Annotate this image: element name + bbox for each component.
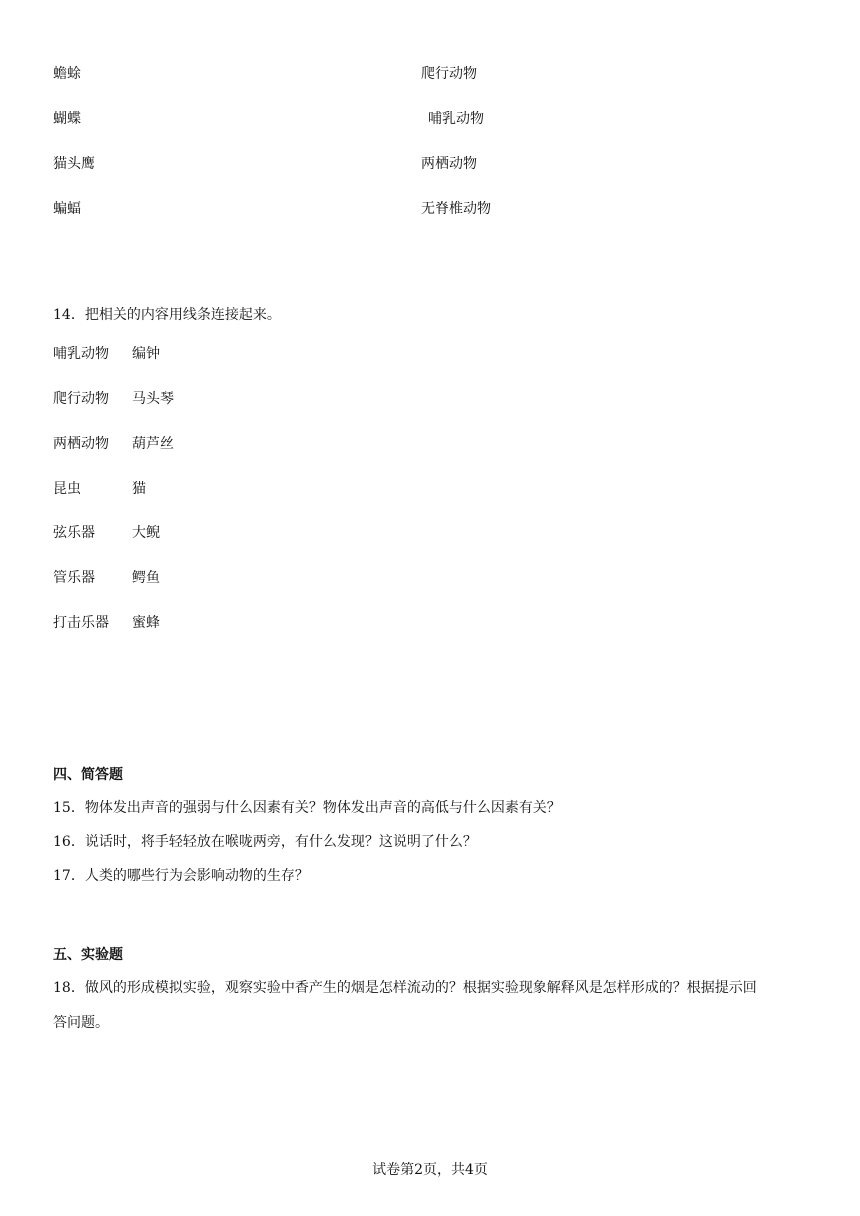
q18-text-line1: 18．做风的形成模拟实验，观察实验中香产生的烟是怎样流动的？根据实验现象解释风是怎样形成的？根据提示回 xyxy=(53,980,757,996)
match13-left-0: 蟾蜍 xyxy=(53,66,81,82)
q17-text: 17．人类的哪些行为会影响动物的生存？ xyxy=(53,868,309,884)
match13-left-3: 蝙蝠 xyxy=(53,201,81,217)
match13-right-1: 哺乳动物 xyxy=(428,111,484,127)
match14-left-6: 打击乐器 xyxy=(53,615,109,631)
match14-right-5: 鳄鱼 xyxy=(132,570,160,586)
match14-left-3: 昆虫 xyxy=(53,481,81,497)
q14-question: 14．把相关的内容用线条连接起来。 xyxy=(53,307,281,323)
match13-right-3: 无脊椎动物 xyxy=(421,201,491,217)
match14-left-0: 哺乳动物 xyxy=(53,346,109,362)
match14-left-5: 管乐器 xyxy=(53,570,95,586)
q18-text-line2: 答问题。 xyxy=(53,1015,109,1031)
match14-right-2: 葫芦丝 xyxy=(132,436,174,452)
match14-right-4: 大鲵 xyxy=(132,525,160,541)
match14-right-0: 编钟 xyxy=(132,346,160,362)
page-footer: 试卷第2页，共4页 xyxy=(372,1162,488,1178)
match14-left-4: 弦乐器 xyxy=(53,525,95,541)
q16-text: 16．说话时，将手轻轻放在喉咙两旁，有什么发现？这说明了什么？ xyxy=(53,834,477,850)
match14-left-2: 两栖动物 xyxy=(53,436,109,452)
section4-heading: 四、简答题 xyxy=(53,767,123,783)
match14-right-6: 蜜蜂 xyxy=(132,615,160,631)
match14-right-1: 马头琴 xyxy=(132,391,174,407)
match13-right-0: 爬行动物 xyxy=(421,66,477,82)
section5-heading: 五、实验题 xyxy=(53,947,123,963)
match14-right-3: 猫 xyxy=(132,481,146,497)
match13-left-2: 猫头鹰 xyxy=(53,156,95,172)
match13-right-2: 两栖动物 xyxy=(421,156,477,172)
match13-left-1: 蝴蝶 xyxy=(53,111,81,127)
q15-text: 15．物体发出声音的强弱与什么因素有关？物体发出声音的高低与什么因素有关？ xyxy=(53,800,561,816)
match14-left-1: 爬行动物 xyxy=(53,391,109,407)
